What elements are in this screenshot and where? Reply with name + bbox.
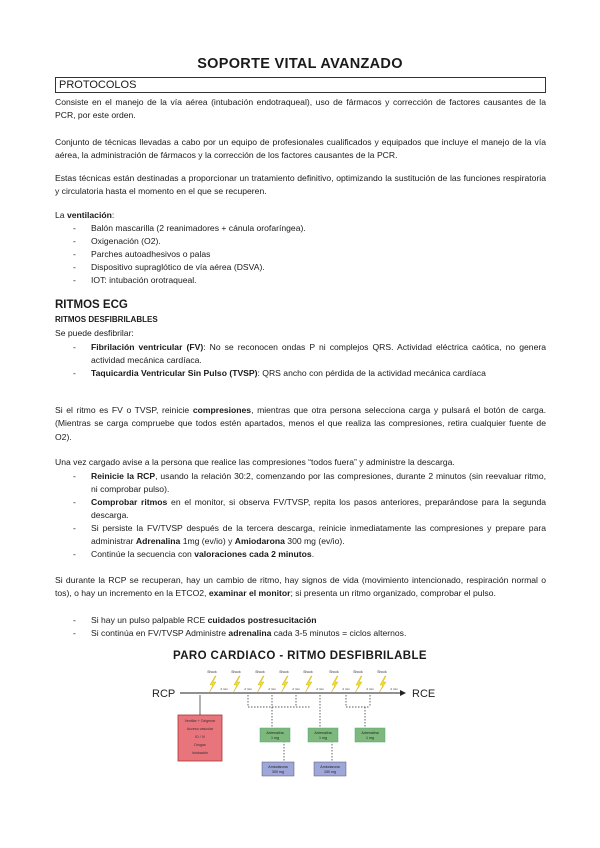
flowchart-desfibrilable [150, 665, 450, 785]
adrenalina-label: Adrenalina [266, 731, 284, 735]
list-item: - Dispositivo supraglótico de vía aérea (DSVA). [73, 262, 265, 272]
label-rcp: RCP [152, 688, 176, 700]
paragraph-rce: Si durante la RCP se recuperan, hay un cambio de ritmo, hay signos de vida (movimiento intencionado, respiración normal o tos), o hay un incremento en la ETCO2, examinar el monitor; si presenta un ritmo organizado, comprobar el pulso. [55, 575, 546, 599]
list-item: - Si persiste la FV/TVSP después de la tercera descarga, reinicie inmediatamente las compresiones y prepare para administrar Adrenalina 1mg (ev/io) y Amiodarona 300 mg (ev/io). [73, 523, 546, 546]
steps-list [0, 470, 600, 561]
adrenalina-box-2 [308, 728, 338, 742]
desfibrilar-intro: Se puede desfibrilar: [55, 328, 134, 338]
adrenalina-dose: 1 mg [366, 736, 374, 740]
red-box-ventilar [178, 715, 222, 761]
adrenalina-label: Adrenalina [314, 731, 332, 735]
list-item: - Si continúa en FV/TVSP Administre adrenalina cada 3-5 minutos = ciclos alternos. [73, 628, 407, 638]
label-rce: RCE [412, 688, 436, 700]
list-item: - Comprobar ritmos en el monitor, si observa FV/TVSP, repita los pasos anteriores, preparándose para la segunda descarga. [73, 497, 547, 520]
adrenalina-box-3 [355, 728, 385, 742]
lightning-bolt-icon [281, 676, 288, 693]
cycle-label: 2 min [268, 687, 276, 691]
paragraph-definition: Consiste en el manejo de la vía aérea (intubación endotraqueal), uso de fármacos y corrección de factores causantes de la PCR, por este orden. [55, 97, 546, 121]
paragraph-tecnicas: Estas técnicas están destinadas a proporcionar un tratamiento definitivo, optimizando la sustitución de las funciones respiratoria y circulatoria hasta el momento en el que se recuperen. [55, 173, 546, 197]
paragraph-compresiones: Si el ritmo es FV o TVSP, reinicie compresiones, mientras que otra persona selecciona carga y pulsará el botón de carga. (Mientras se carga compruebe que todos estén apartados, menos el que realiza las compresiones, retira cualquier fuente de O2). [55, 405, 546, 442]
list-item-fv: - Fibrilación ventricular (FV): No se reconocen ondas P ni complejos QRS. Actividad eléctrica caótica, no genera actividad mecánica cardíaca. [73, 342, 546, 365]
adrenalina-box-1 [260, 728, 290, 742]
red-box-line: Acceso vascular [186, 727, 214, 731]
paragraph-conjunto: Conjunto de técnicas llevadas a cabo por un equipo de profesionales cualificados y equipados que incluye el manejo de la vía aérea, la administración de fármacos y la corrección de los factores causantes de la PCR. [55, 137, 546, 161]
shock-label: Shock [353, 670, 363, 674]
red-box-line: IO / IV [194, 735, 206, 739]
shock-row [207, 670, 398, 693]
lightning-bolt-icon [257, 676, 264, 693]
cycle-label: 2 min [342, 687, 350, 691]
adrenalina-dose: 1 mg [319, 736, 327, 740]
lightning-bolt-icon [209, 676, 216, 693]
lightning-bolt-icon [233, 676, 240, 693]
amiodarona-label: Amiodarona [320, 765, 340, 769]
diagram-title: PARO CARDIACO - RITMO DESFIBRILABLE [172, 650, 427, 662]
subheading-ritmos-desfibrilables: RITMOS DESFIBRILABLES [55, 315, 158, 324]
shock-label: Shock [231, 670, 241, 674]
heading-ritmos-ecg: RITMOS ECG [55, 299, 128, 311]
adrenalina-dose: 1 mg [271, 736, 279, 740]
outcome-list [0, 614, 600, 640]
shock-label: Shock [329, 670, 339, 674]
cycle-label: 2 min [316, 687, 324, 691]
lightning-bolt-icon [379, 676, 386, 693]
shock-label: Shock [207, 670, 217, 674]
paragraph-descarga: Una vez cargado avise a la persona que realice las compresiones “todos fuera” y administre la descarga. [55, 457, 455, 467]
shock-label: Shock [279, 670, 289, 674]
list-item: - Reinicie la RCP, usando la relación 30:2, comenzando por las compresiones, durante 2 minutos (sin reevaluar ritmo, ni comprobar pulso). [73, 471, 546, 494]
rhythm-list [0, 341, 600, 393]
list-item: - Oxigenación (O2). [73, 236, 161, 246]
shock-label: Shock [377, 670, 387, 674]
section-header-label: PROTOCOLOS [59, 79, 137, 91]
cycle-label: 2 min [366, 687, 374, 691]
red-box-line: Intubación [191, 751, 209, 755]
list-item: - IOT: intubación orotraqueal. [73, 275, 197, 285]
cycle-label: 2 min [390, 687, 398, 691]
list-item: - Parches autoadhesivos o palas [73, 249, 211, 259]
amiodarona-label: Amiodarona [268, 765, 288, 769]
list-item-tvsp: - Taquicardia Ventricular Sin Pulso (TVSP): QRS ancho con pérdida de la actividad mecánica cardíaca [73, 368, 486, 378]
shock-label: Shock [303, 670, 313, 674]
document-title: SOPORTE VITAL AVANZADO [197, 56, 403, 72]
amiodarona-box-1 [262, 762, 294, 776]
cycle-label: 2 min [244, 687, 252, 691]
list-item: - Continúe la secuencia con valoraciones cada 2 minutos. [73, 549, 315, 559]
section-header-protocolos [55, 77, 546, 93]
shock-label: Shock [255, 670, 265, 674]
red-box-line: Drogas [194, 743, 206, 747]
amiodarona-dose: 150 mg [324, 770, 336, 774]
cycle-label: 2 min [292, 687, 300, 691]
cycle-label: 2 min [220, 687, 228, 691]
list-item: - Balón mascarilla (2 reanimadores + cánula orofaríngea). [73, 223, 306, 233]
lightning-bolt-icon [331, 676, 338, 693]
amiodarona-dose: 300 mg [272, 770, 284, 774]
list-item: - Si hay un pulso palpable RCE cuidados postresucitación [73, 615, 317, 625]
adrenalina-label: Adrenalina [361, 731, 379, 735]
lightning-bolt-icon [355, 676, 362, 693]
amiodarona-box-2 [314, 762, 346, 776]
ventilacion-intro: La ventilación: [55, 210, 115, 220]
lightning-bolt-icon [305, 676, 312, 693]
ventilacion-list [0, 222, 600, 287]
red-box-line: Ventilar + Oxigenar [184, 719, 216, 723]
